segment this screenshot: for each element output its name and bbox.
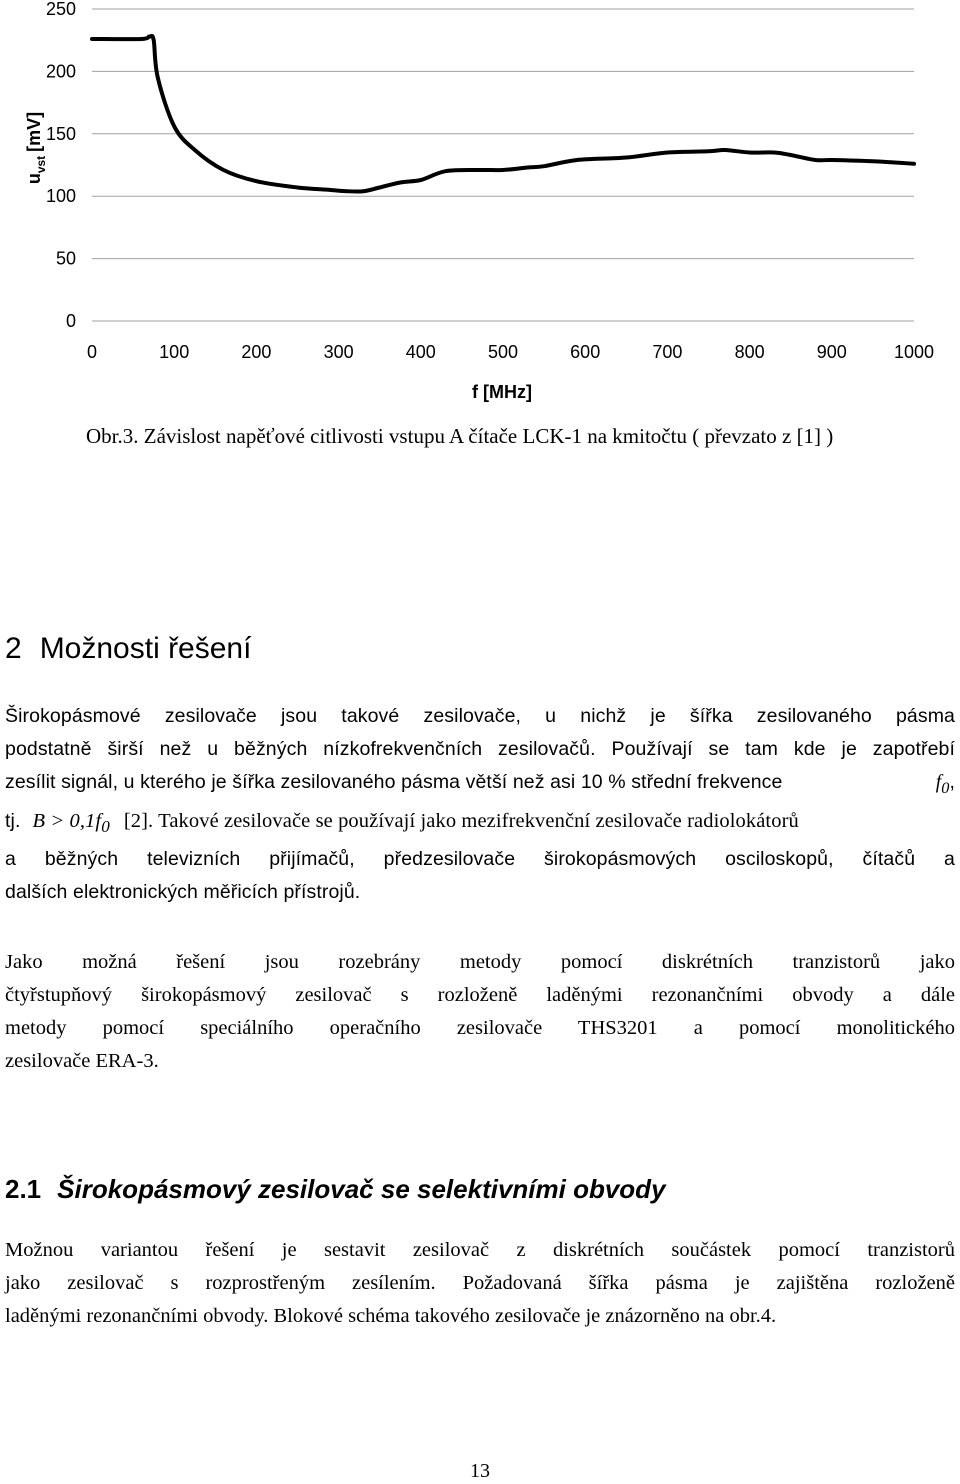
x-tick-label: 700 — [652, 342, 683, 362]
section-heading — [5, 632, 251, 666]
paragraph-line: Možnou variantou řešení je sestavit zesilovač z diskrétních součástek pomocí tranzistorů — [5, 1239, 955, 1261]
x-tick-label: 800 — [734, 342, 765, 362]
y-tick-label: 0 — [65, 311, 76, 331]
subsection-paragraph-1 — [5, 1234, 955, 1333]
chart-series-line — [92, 36, 914, 192]
x-tick-label: 1000 — [893, 342, 935, 362]
y-axis-label-symbol: u — [24, 173, 44, 185]
paragraph-text: [2]. Takové zesilovače se používají jako mezifrekvenční zesilovače radiolokátorů — [123, 809, 799, 832]
math-symbol: B > 0,1f — [32, 809, 102, 832]
x-tick-label: 900 — [816, 342, 847, 362]
paragraph-line: a běžných televizních přijímačů, předzesilovače širokopásmových osciloskopů, čítačů a — [5, 847, 955, 870]
section-number: 2 — [5, 632, 22, 665]
subsection-heading — [5, 1174, 666, 1205]
paragraph-line: jako zesilovač s rozprostřeným zesílením. Požadovaná šířka pásma je zajištěna rozloženě — [5, 1272, 955, 1294]
y-axis-label-subscript: vst — [34, 155, 48, 174]
y-tick-label: 200 — [45, 61, 76, 82]
math-expression — [936, 766, 955, 805]
x-tick-labels — [87, 342, 934, 362]
math-subscript: 0 — [941, 778, 950, 797]
paragraph-line: metody pomocí speciálního operačního zesilovače THS3201 a pomocí monolitického — [5, 1017, 955, 1039]
x-tick-label: 400 — [405, 342, 436, 362]
x-tick-label: 500 — [487, 342, 519, 362]
math-punct: , — [949, 771, 955, 793]
y-tick-labels — [46, 0, 76, 331]
x-tick-label: 600 — [570, 342, 601, 362]
x-tick-label: 0 — [86, 342, 98, 362]
paragraph-line: laděnými rezonančními obvody. Blokové schéma takového zesilovače je znázorněno na obr.4. — [5, 1305, 777, 1327]
paragraph-text: tj. — [5, 809, 21, 832]
x-tick-label: 100 — [159, 342, 190, 362]
paragraph-line: podstatně širší než u běžných nízkofrekvenčních zesilovačů. Používají se tam kde je zapotřebí — [5, 738, 955, 760]
y-tick-label: 150 — [45, 123, 76, 144]
math-subscript: 0 — [101, 816, 110, 836]
section-paragraph-1 — [5, 700, 955, 909]
subsection-number: 2.1 — [5, 1174, 42, 1204]
math-expression — [32, 805, 109, 843]
x-tick-label: 300 — [323, 342, 354, 362]
y-axis-label — [24, 112, 48, 184]
paragraph-text: zesílit signál, u kterého je šířka zesilovaného pásma větší než asi 10 % střední frekvence — [5, 771, 783, 793]
y-tick-label: 50 — [55, 248, 76, 269]
x-axis-label: f [MHz] — [472, 382, 532, 402]
page-number: 13 — [470, 1460, 490, 1482]
y-tick-label: 100 — [45, 186, 76, 207]
y-tick-label: 250 — [45, 0, 76, 19]
paragraph-line — [5, 766, 955, 805]
paragraph-line: čtyřstupňový širokopásmový zesilovač s rozloženě laděnými rezonančními obvody a dále — [5, 984, 955, 1006]
paragraph-line — [5, 805, 955, 843]
paragraph-line: Jako možná řešení jsou rozebrány metody pomocí diskrétních tranzistorů jako — [5, 951, 955, 973]
figure-caption: Obr.3. Závislost napěťové citlivosti vstupu A čítače LCK-1 na kmitočtu ( převzato z [1] ) — [86, 424, 834, 448]
subsection-title: Širokopásmový zesilovač se selektivními obvody — [57, 1174, 666, 1204]
section-paragraph-2 — [5, 946, 955, 1078]
paragraph-line: dalších elektronických měřicích přístrojů. — [5, 880, 361, 903]
paragraph-line: zesilovače ERA-3. — [5, 1050, 159, 1072]
section-title: Možnosti řešení — [39, 632, 252, 665]
voltage-sensitivity-chart — [0, 0, 960, 410]
y-axis-label-unit: [mV] — [24, 111, 44, 152]
paragraph-line: Širokopásmové zesilovače jsou takové zesilovače, u nichž je šířka zesilovaného pásma — [5, 705, 955, 727]
math-symbol: f — [935, 772, 942, 793]
x-tick-label: 200 — [241, 342, 272, 362]
